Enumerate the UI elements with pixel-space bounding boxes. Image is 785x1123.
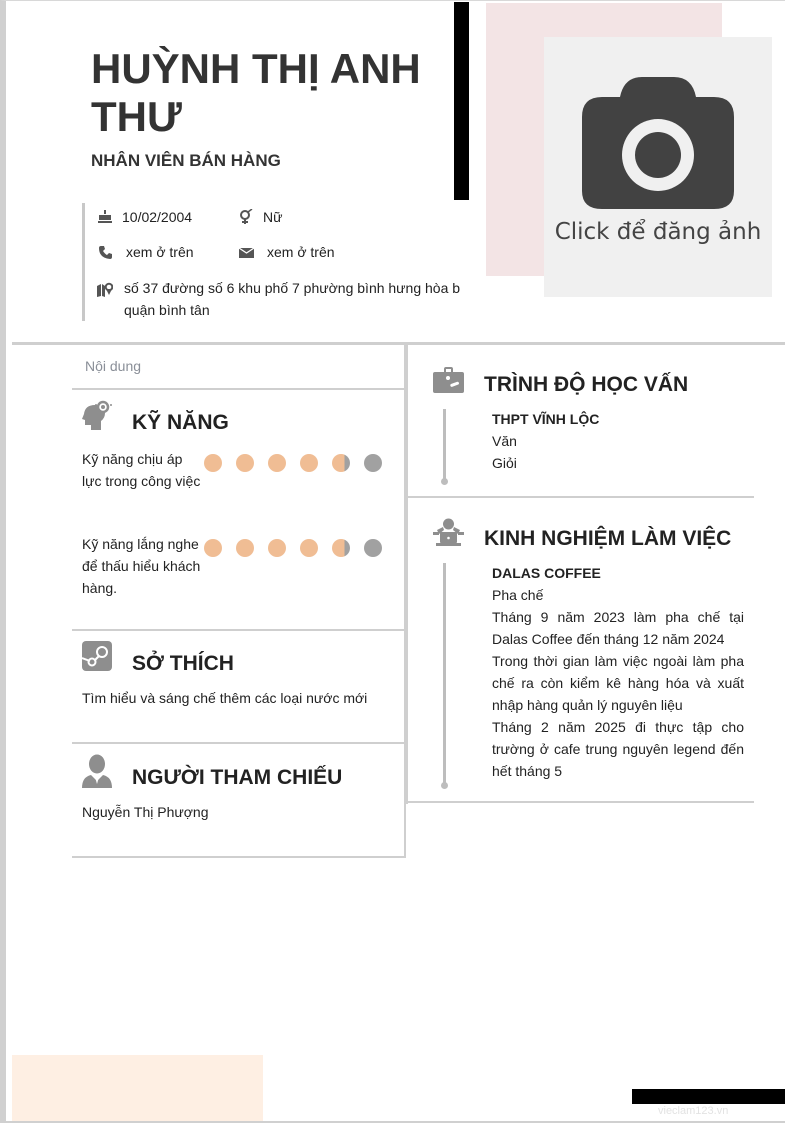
experience-detail[interactable]: Tháng 2 năm 2025 đi thực tập cho trường ở cafe trung nguyên legend đến hết tháng 5 (492, 719, 744, 779)
position[interactable]: Pha chế (492, 587, 544, 603)
map-marker-icon (96, 281, 114, 297)
rating-dot[interactable] (236, 454, 254, 472)
phone-field[interactable]: xem ở trên (96, 244, 194, 260)
hobbies-text[interactable]: Tìm hiểu và sáng chế thêm các loại nước mới (82, 690, 368, 706)
decorative-peach-block (12, 1055, 263, 1121)
divider (408, 801, 754, 803)
reference-name[interactable]: Nguyễn Thị Phượng (82, 804, 209, 820)
timeline-line (443, 563, 446, 785)
skill-rating[interactable] (204, 539, 382, 557)
major[interactable]: Văn (492, 433, 517, 449)
rating-dot[interactable] (204, 539, 222, 557)
gender-field[interactable]: Nữ (237, 209, 282, 225)
decorative-bar (632, 1089, 785, 1104)
birthday-field[interactable]: 10/02/2004 (96, 209, 192, 225)
job-title[interactable]: NHÂN VIÊN BÁN HÀNG (91, 151, 281, 170)
references-title[interactable]: NGƯỜI THAM CHIẾU (132, 766, 343, 789)
birthday-cake-icon (96, 209, 114, 225)
rating-dot[interactable] (364, 539, 382, 557)
content-placeholder[interactable]: Nội dung (85, 358, 142, 374)
photo-upload-button[interactable] (544, 37, 772, 297)
company-name[interactable]: DALAS COFFEE (492, 565, 601, 581)
candidate-name[interactable]: HUỲNH THỊ ANH THƯ (91, 45, 421, 140)
hobbies-title[interactable]: SỞ THÍCH (132, 652, 234, 675)
person-laptop-icon (433, 518, 464, 551)
right-column (406, 345, 752, 804)
user-icon (81, 754, 113, 793)
skill-name[interactable]: Kỹ năng lắng nghe để thấu hiểu khách hàng. (82, 536, 201, 596)
head-lightbulb-icon (81, 399, 113, 436)
rating-dot[interactable] (268, 454, 286, 472)
divider (72, 629, 404, 631)
timeline-line (443, 409, 446, 481)
address-field[interactable]: số 37 đường số 6 khu phố 7 phường bình hưng hòa b quận bình tân (96, 277, 476, 321)
skill-rating[interactable] (204, 454, 382, 472)
skill-name[interactable]: Kỹ năng chịu áp lực trong công việc (82, 451, 201, 489)
experience-details (492, 562, 744, 782)
divider (72, 388, 404, 390)
skills-title[interactable]: KỸ NĂNG (132, 411, 229, 434)
experience-detail[interactable]: Tháng 9 năm 2023 làm pha chế tại Dalas Coffee đến tháng 12 năm 2024 (492, 609, 744, 647)
rating-dot[interactable] (300, 539, 318, 557)
decorative-bar (454, 2, 469, 200)
rating-dot[interactable] (364, 454, 382, 472)
briefcase-icon (433, 367, 464, 398)
rating-dot[interactable] (332, 539, 350, 557)
steam-icon (82, 641, 112, 676)
envelope-icon (237, 244, 255, 260)
experience-detail[interactable]: Trong thời gian làm việc ngoài làm pha chế ra còn kiểm kê hàng hóa và xuất nhập hàng quản lý nguyên liệu (492, 653, 744, 713)
email-field[interactable]: xem ở trên (237, 244, 335, 260)
rating-dot[interactable] (332, 454, 350, 472)
divider (72, 742, 404, 744)
divider (408, 496, 754, 498)
rating-dot[interactable] (268, 539, 286, 557)
photo-upload-label: Click để đăng ảnh (554, 219, 762, 245)
rating-dot[interactable] (204, 454, 222, 472)
education-title[interactable]: TRÌNH ĐỘ HỌC VẤN (484, 373, 689, 396)
rating-dot[interactable] (300, 454, 318, 472)
contact-info (82, 203, 472, 321)
grade[interactable]: Giỏi (492, 455, 517, 471)
education-details (492, 408, 744, 474)
school-name[interactable]: THPT VĨNH LỘC (492, 411, 600, 427)
rating-dot[interactable] (236, 539, 254, 557)
camera-icon (580, 75, 736, 211)
experience-title[interactable]: KINH NGHIỆM LÀM VIỆC (484, 527, 732, 550)
gender-icon (237, 209, 255, 225)
phone-icon (96, 244, 114, 260)
left-column (72, 345, 406, 858)
watermark: vieclam123.vn (658, 1105, 729, 1117)
